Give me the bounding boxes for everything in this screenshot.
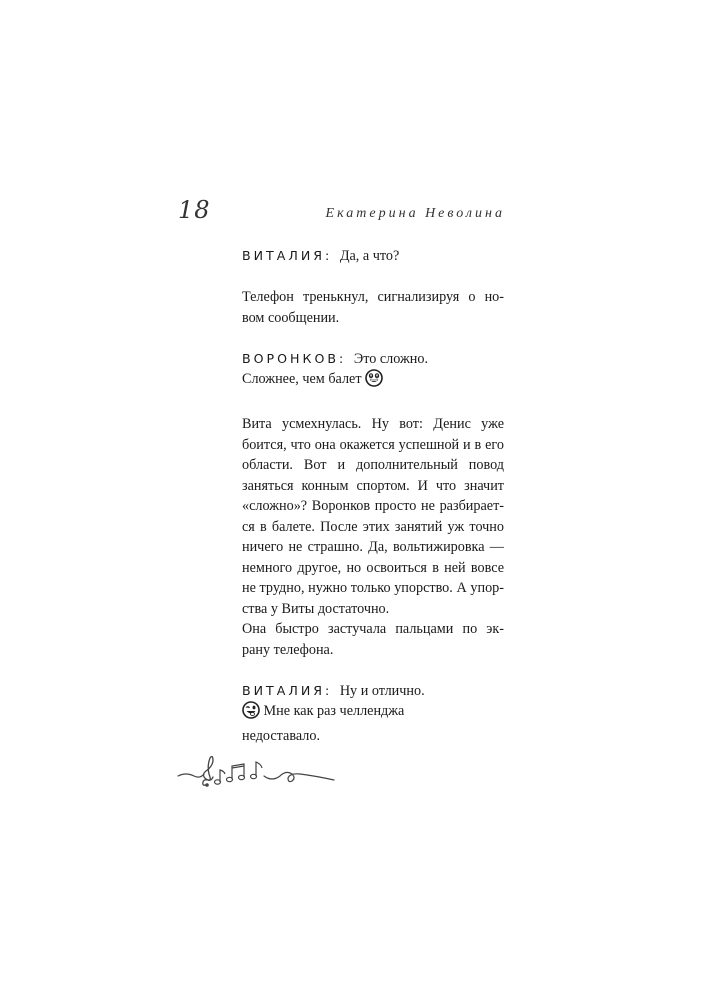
paragraph-line: боится, что она окажется успешной и в его bbox=[242, 436, 504, 453]
message-text: Ну и отлично. bbox=[339, 682, 425, 699]
paragraph-line: области. Вот и дополнительный повод bbox=[242, 457, 504, 473]
paragraph-line: вом сообщении. bbox=[242, 309, 340, 326]
body-text bbox=[242, 246, 504, 746]
paragraph-line: ничего не страшно. Да, вольтижировка — bbox=[242, 539, 504, 555]
speaker-label: ВИТАЛИЯ: bbox=[242, 248, 333, 263]
speaker-label: ВОРОНКОВ: bbox=[242, 350, 347, 366]
message-text: Это сложно. bbox=[353, 350, 429, 367]
message-vitaliya-2 bbox=[242, 681, 504, 702]
message-line bbox=[242, 369, 504, 394]
grinning-face-icon bbox=[365, 369, 383, 394]
paragraph-line: ства у Виты достаточно. bbox=[242, 600, 390, 617]
speaker-label: ВИТАЛИЯ: bbox=[242, 682, 333, 698]
paragraph-line: заняться конным спортом. И что значит bbox=[242, 477, 504, 494]
running-head: Екатерина Неволина bbox=[325, 206, 505, 221]
paragraph-line: ся в балете. После этих занятий уж точно bbox=[242, 518, 504, 535]
paragraph-line: не трудно, нужно только упорство. А упор- bbox=[242, 580, 504, 596]
message-text: Да, а что? bbox=[339, 248, 400, 264]
paragraph-line: Телефон тренькнул, сигнализируя о но- bbox=[242, 289, 504, 305]
tongue-wink-face-icon bbox=[242, 701, 260, 726]
music-notes-flourish-icon bbox=[176, 752, 336, 790]
message-line: недоставало. bbox=[242, 727, 320, 744]
message-line bbox=[242, 701, 504, 726]
message-voronkov bbox=[242, 349, 504, 370]
message-text: Мне как раз челленджа bbox=[263, 703, 405, 719]
paragraph-line: рану телефона. bbox=[242, 641, 334, 658]
paragraph-line: Она быстро застучала пальцами по эк- bbox=[242, 621, 504, 637]
page-number: 18 bbox=[178, 196, 211, 224]
message-text: Сложнее, чем балет bbox=[242, 371, 362, 387]
paragraph-line: немного другое, но освоиться в ней вовсе bbox=[242, 559, 504, 576]
paragraph-line: «сложно»? Воронков просто не разбирает- bbox=[242, 498, 504, 514]
message-vitaliya-1 bbox=[242, 246, 504, 267]
paragraph-line: Вита усмехнулась. Ну вот: Денис уже bbox=[242, 416, 504, 432]
